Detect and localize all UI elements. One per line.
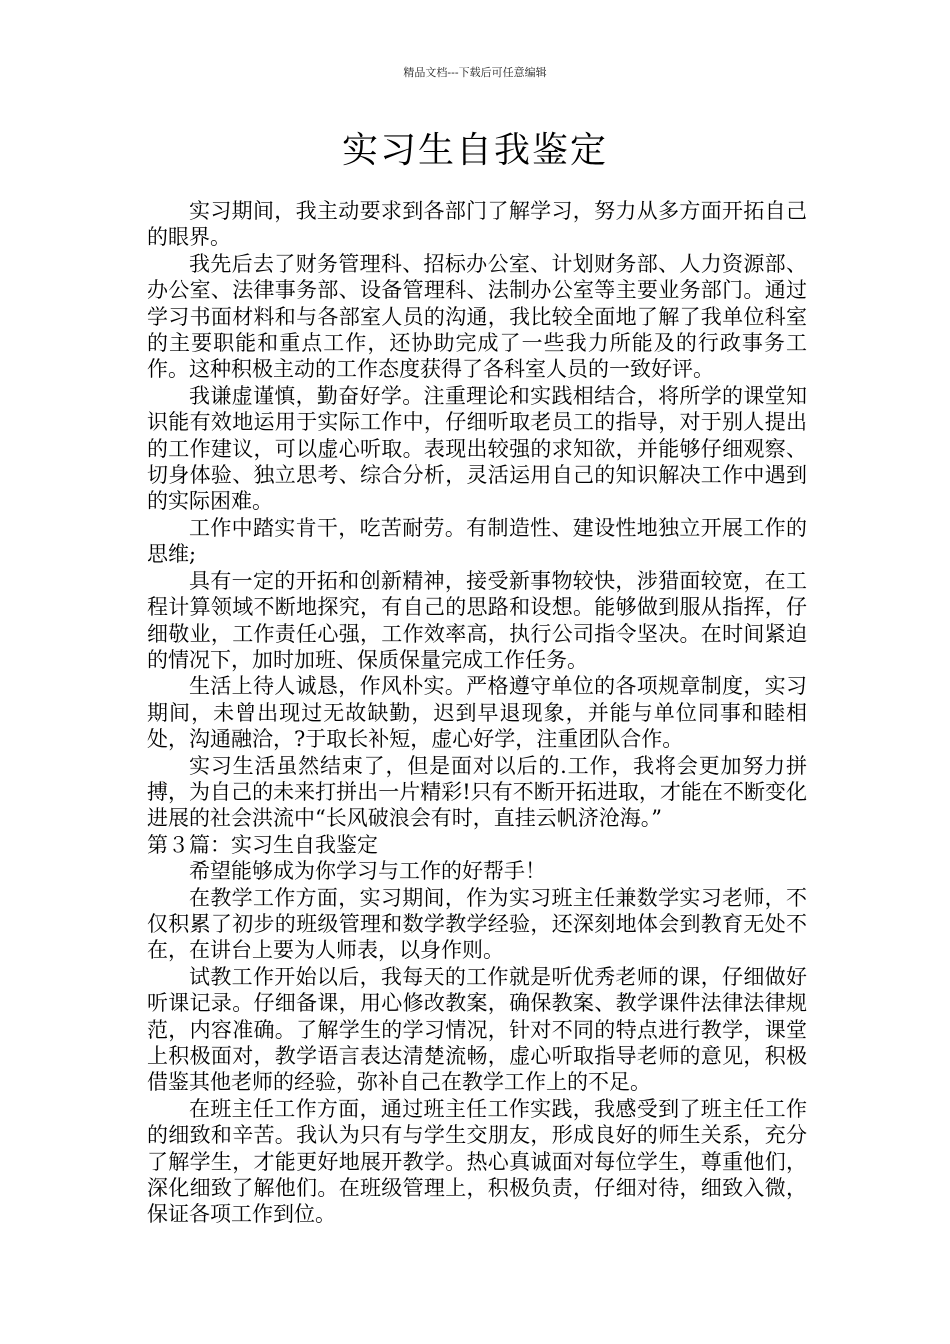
paragraph: 具有一定的开拓和创新精神，接受新事物较快，涉猎面较宽，在工程计算领域不断地探究，有自己的思路和设想。能够做到服从指挥，仔细敬业，工作责任心强，工作效率高，执行公司指令坚决。在时间紧迫的情况下，加时加班、保质保量完成工作任务。 <box>147 568 807 672</box>
document-title: 实习生自我鉴定 <box>341 130 608 171</box>
section-heading: 第３篇：实习生自我鉴定 <box>147 832 378 857</box>
paragraph: 我谦虚谨慎，勤奋好学。注重理论和实践相结合，将所学的课堂知识能有效地运用于实际工作中，仔细听取老员工的指导，对于别人提出的工作建议，可以虚心听取。表现出较强的求知欲，并能够仔细观察、切身体验、独立思考、综合分析，灵活运用自己的知识解决工作中遇到的实际困难。 <box>147 383 807 514</box>
paragraph: 工作中踏实肯干，吃苦耐劳。有制造性、建设性地独立开展工作的思维; <box>147 515 807 567</box>
paragraph: 在教学工作方面，实习期间，作为实习班主任兼数学实习老师，不仅积累了初步的班级管理和数学教学经验，还深刻地体会到教育无处不在，在讲台上要为人师表，以身作则。 <box>147 885 807 963</box>
paragraph: 实习期间，我主动要求到各部门了解学习，努力从多方面开拓自己的眼界。 <box>147 199 807 250</box>
page-header: 精品文档---下载后可任意编辑 <box>403 66 547 79</box>
paragraph: 希望能够成为你学习与工作的好帮手！ <box>189 859 546 884</box>
document-body <box>147 198 807 1228</box>
paragraph: 实习生活虽然结束了，但是面对以后的.工作，我将会更加努力拼搏，为自己的未来打拼出一片精彩!只有不断开拓进取，才能在不断变化进展的社会洪流中“长风破浪会有时，直挂云帆济沧海。” <box>147 753 807 831</box>
paragraph: 生活上待人诚恳，作风朴实。严格遵守单位的各项规章制度，实习期间，未曾出现过无故缺勤，迟到早退现象，并能与单位同事和睦相处，沟通融洽，?于取长补短，虚心好学，注重团队合作。 <box>147 674 807 752</box>
paragraph: 在班主任工作方面，通过班主任工作实践，我感受到了班主任工作的细致和辛苦。我认为只有与学生交朋友，形成良好的师生关系，充分了解学生，才能更好地展开教学。热心真诚面对每位学生，尊重他们，深化细致了解他们。在班级管理上，积极负责，仔细对待，细致入微，保证各项工作到位。 <box>147 1096 807 1227</box>
paragraph: 试教工作开始以后，我每天的工作就是听优秀老师的课，仔细做好听课记录。仔细备课，用心修改教案，确保教案、教学课件法律法律规范，内容准确。了解学生的学习情况，针对不同的特点进行教学，课堂上积极面对，教学语言表达清楚流畅，虚心听取指导老师的意见，积极借鉴其他老师的经验，弥补自己在教学工作上的不足。 <box>147 964 807 1095</box>
paragraph: 我先后去了财务管理科、招标办公室、计划财务部、人力资源部、办公室、法律事务部、设备管理科、法制办公室等主要业务部门。通过学习书面材料和与各部室人员的沟通，我比较全面地了解了我单位科室的主要职能和重点工作，还协助完成了一些我力所能及的行政事务工作。这种积极主动的工作态度获得了各科室人员的一致好评。 <box>147 251 807 382</box>
